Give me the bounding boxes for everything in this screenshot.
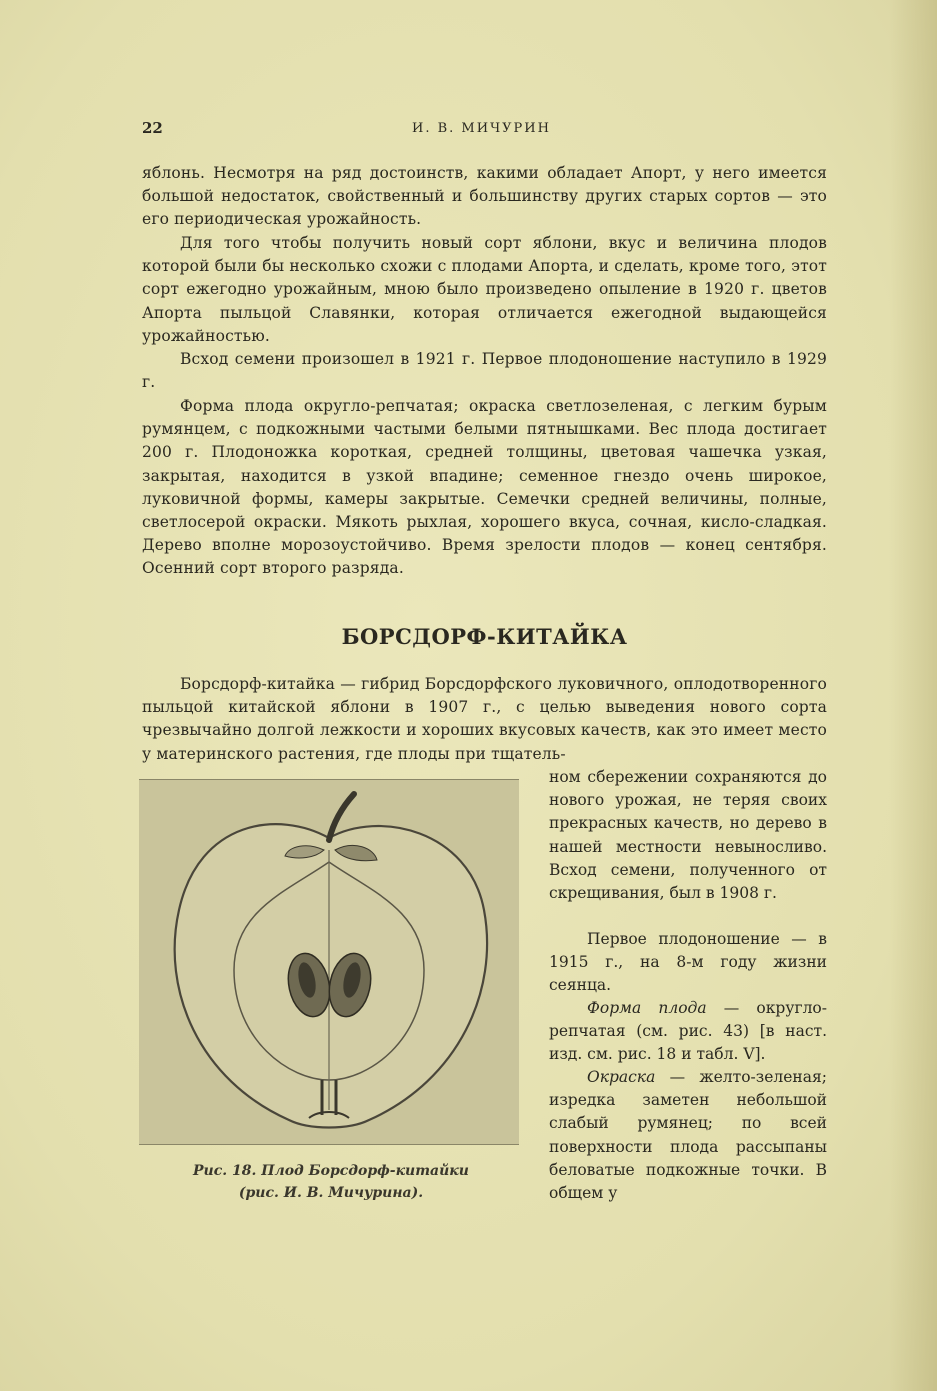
apple-cross-section-figure bbox=[139, 779, 519, 1145]
apple-outline bbox=[175, 824, 487, 1127]
section-heading: БОРСДОРФ-КИТАЙКА bbox=[341, 624, 628, 649]
caption-line-1: Рис. 18. Плод Борсдорф-китайки bbox=[193, 1163, 469, 1179]
figure-caption bbox=[142, 1160, 520, 1204]
caption-line-2: (рис. И. В. Мичурина). bbox=[238, 1185, 424, 1201]
column-paragraph-3 bbox=[549, 997, 827, 1067]
paragraph-2: Для того чтобы получить новый сорт яблони, вкус и величина плодов которой были бы несколько схожи с плодами Апорта, и сделать, кроме того, этот сорт ежегодно урожайным, мною было произведено опыление в 1920 г. цветов Апорта пыльцой Славянки, которая отличается ежегодной выдающейся урожайностью. bbox=[142, 234, 827, 345]
apple-drawing bbox=[139, 780, 519, 1144]
paragraph-4: Форма плода округло-репчатая; окраска светлозеленая, с легким бурым румянцем, с подкожными частыми белыми пятнышками. Вес плода достигает 200 г. Плодоножка короткая, средней толщины, цветовая чашечка узкая, закрытая, находится в узкой впадине; семенное гнездо очень широкое, луковичной формы, камеры закрытые. Семечки средней величины, полные, светлосерой окраски. Мякоть рыхлая, хорошего вкуса, сочная, кисло-сладкая. Дерево вполне морозоустойчиво. Время зрелости плодов — конец сентября. Осенний сорт второго разряда. bbox=[142, 397, 827, 578]
column-paragraph-1: ном сбережении сохраняются до нового урожая, не теряя своих прекрасных качеств, но дерево в нашей местности невыносливо. Всход семени, полученного от скрещивания, был в 1908 г. bbox=[549, 768, 827, 903]
running-title: И. В. МИЧУРИН bbox=[412, 121, 551, 136]
column-paragraph-4 bbox=[549, 1066, 827, 1205]
color-label: Окраска bbox=[587, 1068, 656, 1086]
paragraph-1: яблонь. Несмотря на ряд достоинств, какими обладает Апорт, у него имеется большой недостаток, свойственный и большинству других старых сортов — это его периодическая урожайность. bbox=[142, 164, 827, 229]
page-number: 22 bbox=[142, 119, 163, 137]
section-intro: Борсдорф-китайка — гибрид Борсдорфского луковичного, оплодотворенного пыльцой китайской яблони в 1907 г., с целью выведения нового сорта чрезвычайно долгой лежкости и хороших вкусовых качеств, как это имеет место у материнского растения, где плоды при тщатель- bbox=[142, 675, 827, 763]
color-text: — желто-зеленая; изредка заметен небольшой слабый румянец; по всей поверхности плода рассыпаны беловатые подкожные точки. В общем у bbox=[549, 1068, 827, 1203]
form-text: — округло-репчатая (см. рис. 43) [в наст. изд. см. рис. 18 и табл. V]. bbox=[549, 999, 827, 1064]
column-paragraph-2: Первое плодоношение — в 1915 г., на 8-м году жизни сеянца. bbox=[549, 930, 827, 995]
paragraph-3: Всход семени произошел в 1921 г. Первое плодоношение наступило в 1929 г. bbox=[142, 350, 827, 392]
page-edge-shadow bbox=[889, 0, 937, 1391]
form-label: Форма плода bbox=[587, 999, 707, 1017]
